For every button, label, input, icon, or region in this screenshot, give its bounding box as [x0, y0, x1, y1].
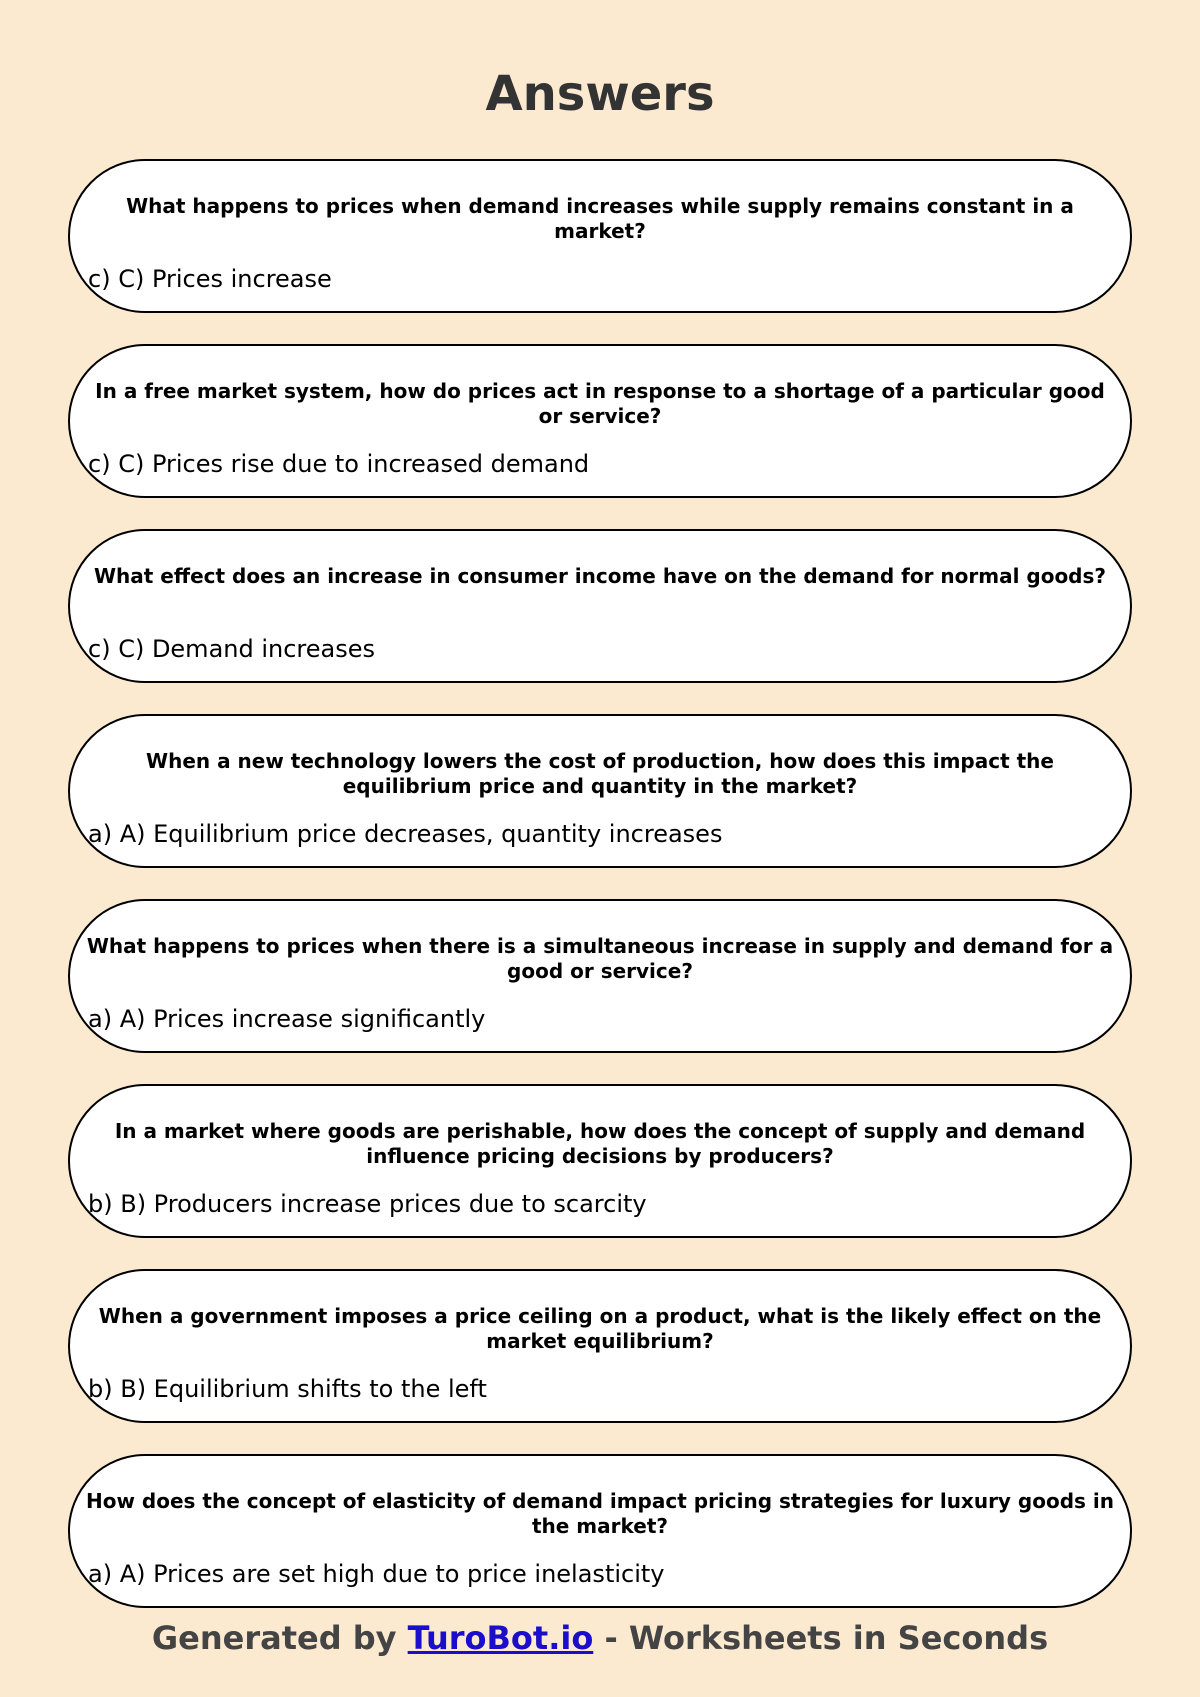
- answer-text: c) C) Demand increases: [88, 635, 376, 663]
- answer-text: c) C) Prices rise due to increased demand: [88, 450, 590, 478]
- answer-card: [68, 344, 1132, 498]
- answer-text: b) B) Equilibrium shifts to the left: [88, 1375, 487, 1403]
- footer-suffix: - Worksheets in Seconds: [593, 1619, 1049, 1657]
- footer-prefix: Generated by: [151, 1619, 408, 1657]
- answer-card: [68, 1269, 1132, 1423]
- page-title: Answers: [485, 66, 715, 122]
- question-text: How does the concept of elasticity of demand impact pricing strategies for luxury goods in the market?: [85, 1489, 1115, 1538]
- question-text: In a free market system, how do prices act in response to a shortage of a particular good or service?: [95, 379, 1105, 428]
- turobot-link[interactable]: TuroBot.io: [407, 1619, 594, 1657]
- question-text: When a new technology lowers the cost of production, how does this impact the equilibrium price and quantity in the market?: [146, 749, 1054, 798]
- question-text: When a government imposes a price ceiling on a product, what is the likely effect on the market equilibrium?: [98, 1304, 1102, 1353]
- answer-card: [68, 1084, 1132, 1238]
- answer-text: c) C) Prices increase: [88, 265, 332, 293]
- answer-card: [68, 159, 1132, 313]
- answer-text: a) A) Prices increase significantly: [88, 1005, 486, 1033]
- answer-card: [68, 714, 1132, 868]
- answer-text: b) B) Producers increase prices due to scarcity: [88, 1190, 647, 1218]
- answer-text: a) A) Prices are set high due to price inelasticity: [88, 1560, 665, 1588]
- answer-card: [68, 899, 1132, 1053]
- answer-card: [68, 1454, 1132, 1608]
- question-text: What effect does an increase in consumer income have on the demand for normal goods?: [93, 564, 1107, 588]
- answer-list: [68, 159, 1132, 1639]
- footer-credit: [0, 1618, 1200, 1658]
- answer-card: [68, 529, 1132, 683]
- question-text: In a market where goods are perishable, how does the concept of supply and demand influence pricing decisions by producers?: [114, 1119, 1086, 1168]
- question-text: What happens to prices when demand increases while supply remains constant in a market?: [126, 194, 1074, 243]
- question-text: What happens to prices when there is a simultaneous increase in supply and demand for a good or service?: [86, 934, 1114, 983]
- answer-text: a) A) Equilibrium price decreases, quantity increases: [88, 820, 723, 848]
